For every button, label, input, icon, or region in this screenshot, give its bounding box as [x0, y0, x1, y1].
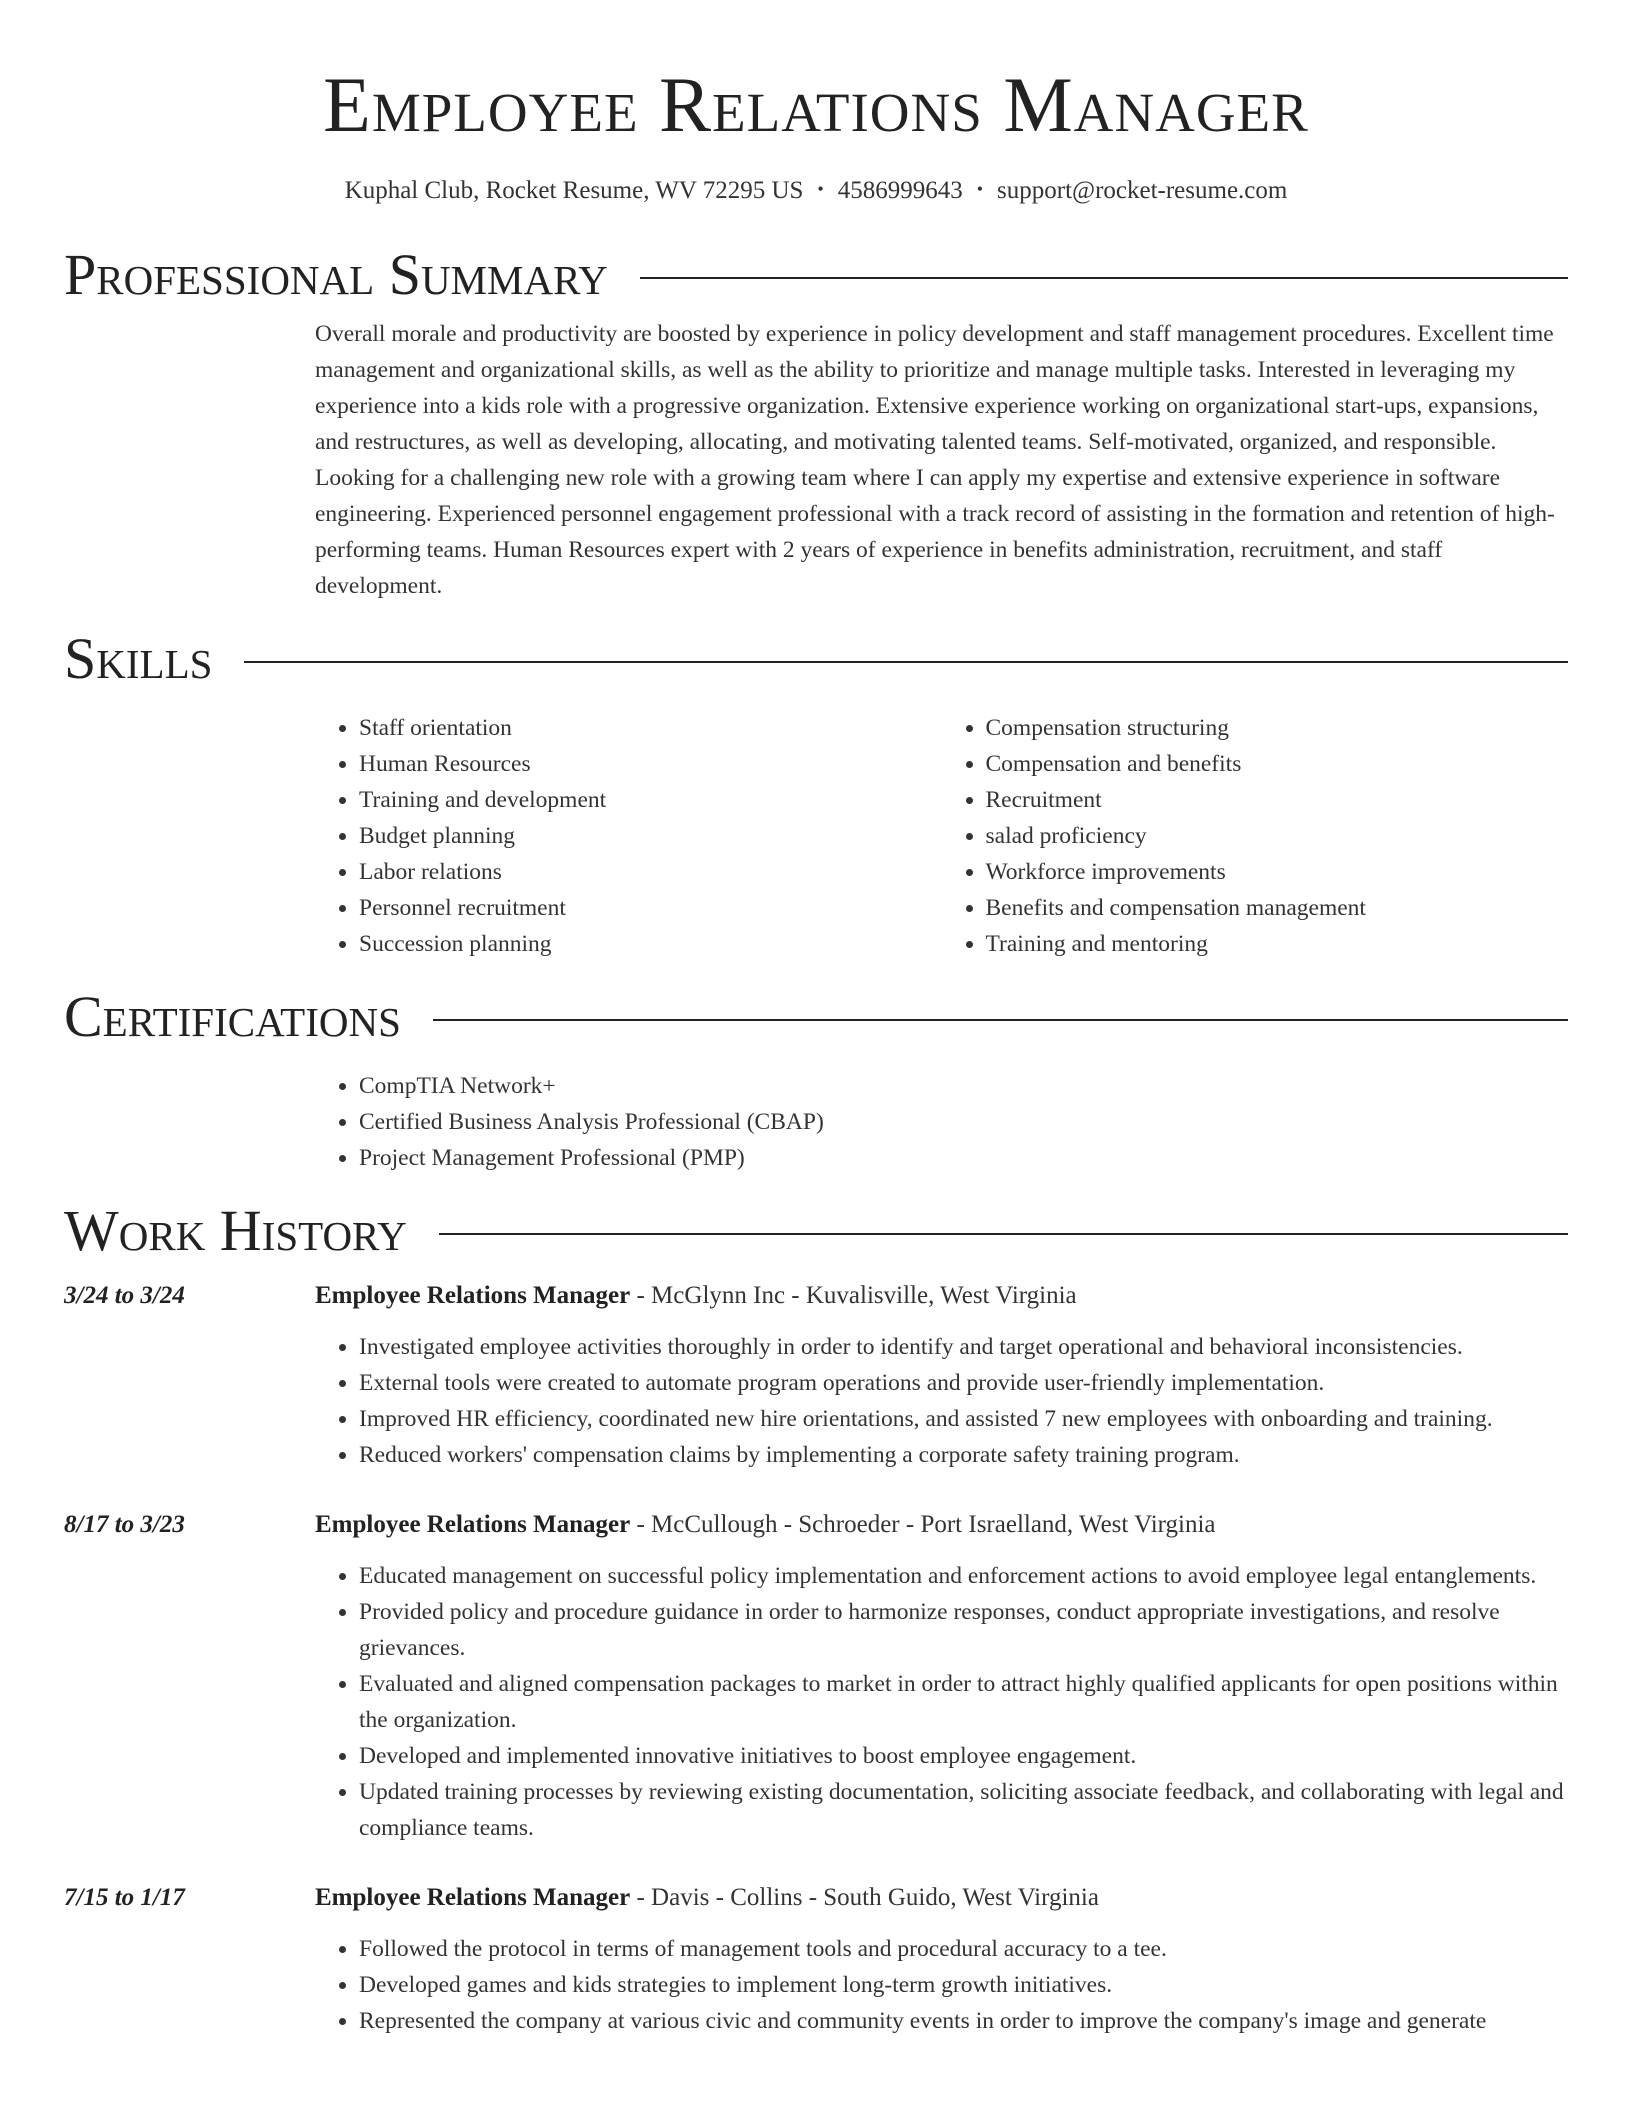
skill-item: • Compensation structuring [986, 710, 1569, 746]
work-heading: Work History [64, 1198, 407, 1263]
skill-item: • Benefits and compensation management [986, 890, 1569, 926]
skills-list [315, 710, 1568, 962]
job-bullet: • Developed and implemented innovative initiatives to boost employee engagement. [359, 1738, 1568, 1774]
contact-address: Kuphal Club, Rocket Resume, WV 72295 US [344, 177, 804, 204]
resume-name: Employee Relations Manager [323, 61, 1309, 148]
job-bullet: • Updated training processes by reviewing existing documentation, soliciting associate feedback, and collaborating with legal and compliance teams. [359, 1774, 1568, 1846]
job-company-location: - McGlynn Inc - Kuvalisville, West Virginia [630, 1282, 1077, 1309]
skill-item: • Succession planning [359, 926, 942, 962]
job-bullet: • Reduced workers' compensation claims by implementing a corporate safety training program. [359, 1437, 1568, 1473]
job-bullets [315, 1558, 1568, 1846]
job-header [64, 1507, 1568, 1543]
contact-separator: • [976, 179, 984, 199]
job-entry [64, 1278, 1568, 1473]
skills-heading: Skills [64, 626, 213, 691]
job-dates: 3/24 to 3/24 [64, 1282, 185, 1309]
job-header [64, 1278, 1568, 1314]
skill-item: • Training and mentoring [986, 926, 1569, 962]
contact-separator: • [817, 179, 824, 199]
job-bullet: • Educated management on successful policy implementation and enforcement actions to avoid employee legal entanglements. [359, 1558, 1568, 1594]
contact-line [64, 172, 1568, 208]
job-title: Employee Relations Manager [315, 1282, 631, 1309]
job-title: Employee Relations Manager [315, 1511, 631, 1538]
section-divider [433, 1019, 1568, 1021]
summary-section [315, 316, 1568, 604]
certifications-section [315, 1068, 1568, 1176]
contact-phone: 4586999643 [837, 177, 963, 204]
job-entry [64, 1880, 1568, 2039]
summary-text: Overall morale and productivity are boosted by experience in policy development and staff management procedures. Excellent time management and organizational skills, as well as the ability to prioritize and manage multiple tasks. Interested in leveraging my experience into a kids role with a progressive organization. Extensive experience working on organizational start-ups, expansions, and restructures, as well as developing, allocating, and motivating talented teams. Self-motivated, organized, and responsible. Looking for a challenging new role with a growing team where I can apply my expertise and extensive experience in software engineering. Experienced personnel engagement professional with a track record of assisting in the formation and retention of high-performing teams. Human Resources expert with 2 years of experience in benefits administration, recruitment, and staff development. [315, 321, 1555, 599]
job-bullet: • Evaluated and aligned compensation packages to market in order to attract highly qualified applicants for open positions within the organization. [359, 1666, 1568, 1738]
skill-item: • Recruitment [986, 782, 1569, 818]
job-bullet-list [315, 1931, 1568, 2039]
job-dates: 7/15 to 1/17 [64, 1884, 185, 1911]
skill-item: • Workforce improvements [986, 854, 1569, 890]
skills-column-right [942, 710, 1569, 962]
job-entry [64, 1507, 1568, 1846]
certification-item: • CompTIA Network+ [359, 1068, 1568, 1104]
skill-item: • Labor relations [359, 854, 942, 890]
job-bullet-list [315, 1329, 1568, 1473]
section-divider [640, 277, 1568, 279]
job-bullets [315, 1931, 1568, 2039]
skill-item: • Training and development [359, 782, 942, 818]
certification-item: • Project Management Professional (PMP) [359, 1140, 1568, 1176]
skill-item: • Human Resources [359, 746, 942, 782]
job-header [64, 1880, 1568, 1916]
skill-item: • Personnel recruitment [359, 890, 942, 926]
skills-column-left [315, 710, 942, 962]
certification-item: • Certified Business Analysis Professional (CBAP) [359, 1104, 1568, 1140]
summary-section-header [64, 242, 1568, 308]
job-title-line [315, 1507, 1216, 1543]
certifications-list [315, 1068, 1568, 1176]
job-bullet: • Improved HR efficiency, coordinated new hire orientations, and assisted 7 new employees with onboarding and training. [359, 1401, 1568, 1437]
job-bullet-list [315, 1558, 1568, 1846]
job-title-line [315, 1278, 1077, 1314]
job-bullet: • Provided policy and procedure guidance in order to harmonize responses, conduct appropriate investigations, and resolve grievances. [359, 1594, 1568, 1666]
certifications-heading: Certifications [64, 984, 401, 1049]
summary-heading: Professional Summary [64, 242, 608, 307]
job-title: Employee Relations Manager [315, 1884, 631, 1911]
skills-section-header [64, 626, 1568, 692]
certifications-section-header [64, 984, 1568, 1050]
section-divider [439, 1233, 1568, 1235]
section-divider [244, 661, 1568, 663]
job-company-location: - McCullough - Schroeder - Port Israelland, West Virginia [630, 1511, 1216, 1538]
job-bullet: • Developed games and kids strategies to implement long-term growth initiatives. [359, 1967, 1568, 2003]
contact-email: support@rocket-resume.com [997, 177, 1288, 204]
job-bullet: • Investigated employee activities thoroughly in order to identify and target operational and behavioral inconsistencies. [359, 1329, 1568, 1365]
skill-item: • salad proficiency [986, 818, 1569, 854]
job-bullet: • External tools were created to automate program operations and provide user-friendly implementation. [359, 1365, 1568, 1401]
skill-item: • Budget planning [359, 818, 942, 854]
job-title-line [315, 1880, 1099, 1916]
work-section-header [64, 1198, 1568, 1264]
job-bullet: • Represented the company at various civic and community events in order to improve the company's image and generate [359, 2003, 1568, 2039]
job-dates: 8/17 to 3/23 [64, 1511, 185, 1538]
skill-item: • Compensation and benefits [986, 746, 1569, 782]
job-bullet: • Followed the protocol in terms of management tools and procedural accuracy to a tee. [359, 1931, 1568, 1967]
job-bullets [315, 1329, 1568, 1473]
job-company-location: - Davis - Collins - South Guido, West Virginia [630, 1884, 1099, 1911]
skill-item: • Staff orientation [359, 710, 942, 746]
